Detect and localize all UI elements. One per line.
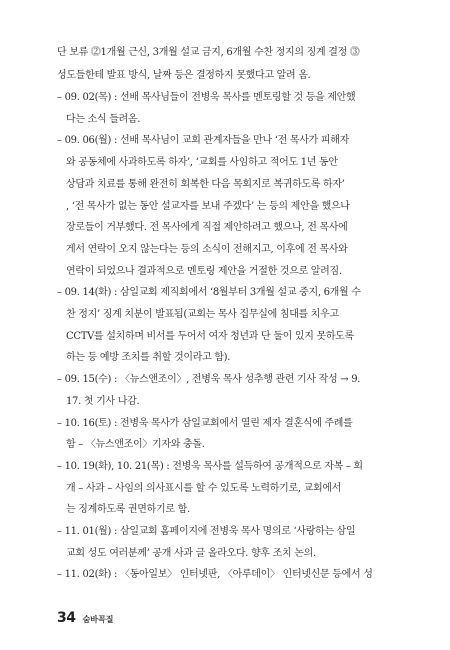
timeline-entry (57, 456, 375, 521)
timeline-entry (57, 413, 375, 456)
book-title: 숨바꼭질 (82, 615, 114, 624)
opening-paragraph (57, 42, 375, 87)
timeline-entry (57, 564, 375, 586)
timeline-entry-continuation-line: 와 공동체에 사과하도록 하자’, ‘교회를 사임하고 적어도 1년 동안 (66, 157, 338, 169)
timeline-entry-continuation-line: 개 – 사과 – 사임의 의사표시를 할 수 있도록 노력하기로, 교회에서 (66, 482, 342, 494)
timeline-entries (57, 87, 375, 586)
timeline-entry-continuation-line: 17. 첫 기사 나감. (66, 395, 140, 407)
timeline-entry-continuation-line: , ‘전 목사가 없는 동안 설교자를 보내 주겠다’ 는 등의 제안을 했으나 (66, 200, 350, 212)
timeline-entry-continuation-line: 하는 등 예방 조치를 취할 것이라고 함). (66, 352, 231, 364)
timeline-entry-first-line: – 09. 14(화) : 삼일교회 제직회에서 ‘8월부터 3개월 설교 중지, 6개월 수 (57, 287, 361, 299)
page-footer (57, 607, 114, 626)
timeline-entry-continuation-line: 함 – 〈뉴스앤조이〉기자와 충돌. (66, 439, 205, 451)
timeline-entry-first-line: – 11. 01(월) : 삼일교회 홈페이지에 전병욱 목사 명의로 ‘사랑하는 삼일 (57, 526, 356, 538)
timeline-entry-first-line: – 11. 02(화) : 〈동아일보〉 인터넷판, 〈아루데이〉 인터넷신문 등에서 성 (57, 569, 373, 581)
timeline-entry-continuation-line: 상담과 치료를 통해 완전히 회복한 다음 목회지로 복귀하도록 하자’ (66, 178, 345, 190)
body-text (57, 42, 375, 586)
timeline-entry (57, 282, 375, 369)
timeline-entry-continuation-line: 는 징계하도록 권면하기로 함. (66, 504, 190, 516)
text-line: 단 보류 ⓶1개월 근신, 3개월 설교 금지, 6개월 수찬 정지의 징계 결정 ⓷ (57, 47, 360, 58)
timeline-entry (57, 87, 375, 130)
timeline-entry-first-line: – 09. 15(수) : 〈뉴스앤조이〉, 전병욱 목사 성추행 관련 기사 작성 → 9. (57, 374, 361, 386)
timeline-entry (57, 369, 375, 412)
timeline-entry-first-line: – 09. 06(월) : 선배 목사님이 교회 관계자들을 만나 ‘전 목사가 피해자 (57, 135, 349, 147)
page-number: 34 (57, 610, 76, 626)
timeline-entry-continuation-line: 게서 연락이 오지 않는다는 등의 소식이 전해지고, 이후에 전 목사와 (66, 243, 348, 255)
timeline-entry-continuation-line: 연락이 되었으나 결과적으로 멘토링 제안을 거절한 것으로 알려짐. (66, 265, 342, 277)
timeline-entry-first-line: – 09. 02(목) : 선배 목사님들이 전병욱 목사를 멘토링할 것 등을 제안했 (57, 92, 356, 103)
timeline-entry-first-line: – 10. 19(화), 10. 21(목) : 전병욱 목사를 설득하여 공개적으로 자복 – 회 (57, 460, 363, 472)
timeline-entry-continuation-line: 교회 성도 여러분께’ 공개 사과 글 올라오다. 향후 조치 논의. (66, 547, 316, 559)
timeline-entry-continuation-line: 다는 소식 들려옴. (66, 113, 141, 125)
timeline-entry-continuation-line: 장로들이 거부했다. 전 목사에게 직접 제안하려고 했으나, 전 목사에 (66, 222, 348, 234)
timeline-entry (57, 521, 375, 564)
text-line: 성도들한테 발표 방식, 날짜 등은 결정하지 못했다고 알려 옴. (57, 69, 311, 81)
timeline-entry-first-line: – 10. 16(토) : 전병욱 목사가 삼일교회에서 열린 제자 결혼식에 주례를 (57, 417, 353, 429)
timeline-entry (57, 130, 375, 282)
timeline-entry-continuation-line: CCTV를 설치하며 비서를 두어서 여자 청년과 단 둘이 있지 못하도록 (66, 330, 354, 342)
timeline-entry-continuation-line: 찬 정지’ 징계 치분이 발표됨(교회는 목사 집무실에 침대를 치우고 (66, 309, 339, 321)
